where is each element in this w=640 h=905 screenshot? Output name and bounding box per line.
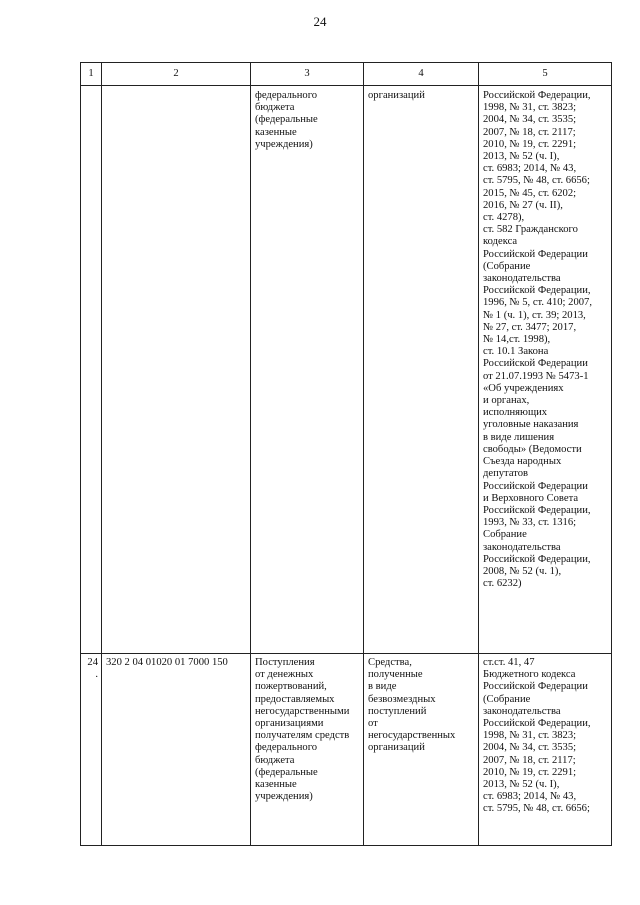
source-cell: организаций bbox=[364, 86, 479, 654]
row-number-cell bbox=[81, 86, 102, 654]
source-cell: Средства, полученные в виде безвозмездных поступлений от негосударственных организаций bbox=[364, 654, 479, 846]
legal-basis-cell: ст.ст. 41, 47 Бюджетного кодекса Российской Федерации (Собрание законодательства Российской Федерации, 1998, № 31, ст. 3823; 2004, № 34, ст. 3535; 2007, № 18, ст. 2117; 2010, № 19, ст. 2291; 2013, № 52 (ч. I), ст. 6983; 2014, № 43, ст. 5795, № 48, ст. 6656; bbox=[479, 654, 612, 846]
column-header-5: 5 bbox=[479, 63, 612, 86]
description-cell: федерального бюджета (федеральные казенные учреждения) bbox=[251, 86, 364, 654]
column-header-3: 3 bbox=[251, 63, 364, 86]
budget-code-cell bbox=[102, 86, 251, 654]
table-row bbox=[81, 86, 612, 654]
page-number: 24 bbox=[313, 14, 327, 29]
row-number-cell: 24. bbox=[81, 654, 102, 846]
description-cell: Поступления от денежных пожертвований, предоставляемых негосударственными организациями получателям средств федерального бюджета (федеральные казенные учреждения) bbox=[251, 654, 364, 846]
table-header-row bbox=[81, 63, 612, 86]
budget-code-cell: 320 2 04 01020 01 7000 150 bbox=[102, 654, 251, 846]
column-header-4: 4 bbox=[364, 63, 479, 86]
column-header-1: 1 bbox=[81, 63, 102, 86]
column-header-2: 2 bbox=[102, 63, 251, 86]
table-row bbox=[81, 654, 612, 846]
legal-basis-cell: Российской Федерации, 1998, № 31, ст. 3823; 2004, № 34, ст. 3535; 2007, № 18, ст. 2117; 2010, № 19, ст. 2291; 2013, № 52 (ч. I), ст. 6983; 2014, № 43, ст. 5795, № 48, ст. 6656; 2015, № 45, ст. 6202; 2016, № 27 (ч. II), ст. 4278), ст. 582 Гражданского кодекса Российской Федерации (Собрание законодательства Российской Федерации, 1996, № 5, ст. 410; 2007, № 1 (ч. 1), ст. 39; 2013, № 27, ст. 3477; 2017, № 14,ст. 1998), ст. 10.1 Закона Российской Федерации от 21.07.1993 № 5473-1 «Об учреждениях и органах, исполняющих уголовные наказания в виде лишения свободы» (Ведомости Съезда народных депутатов Российской Федерации и Верховного Совета Российской Федерации, 1993, № 33, ст. 1316; Собрание законодательства Российской Федерации, 2008, № 52 (ч. 1), ст. 6232) bbox=[479, 86, 612, 654]
revenue-table bbox=[80, 62, 612, 846]
